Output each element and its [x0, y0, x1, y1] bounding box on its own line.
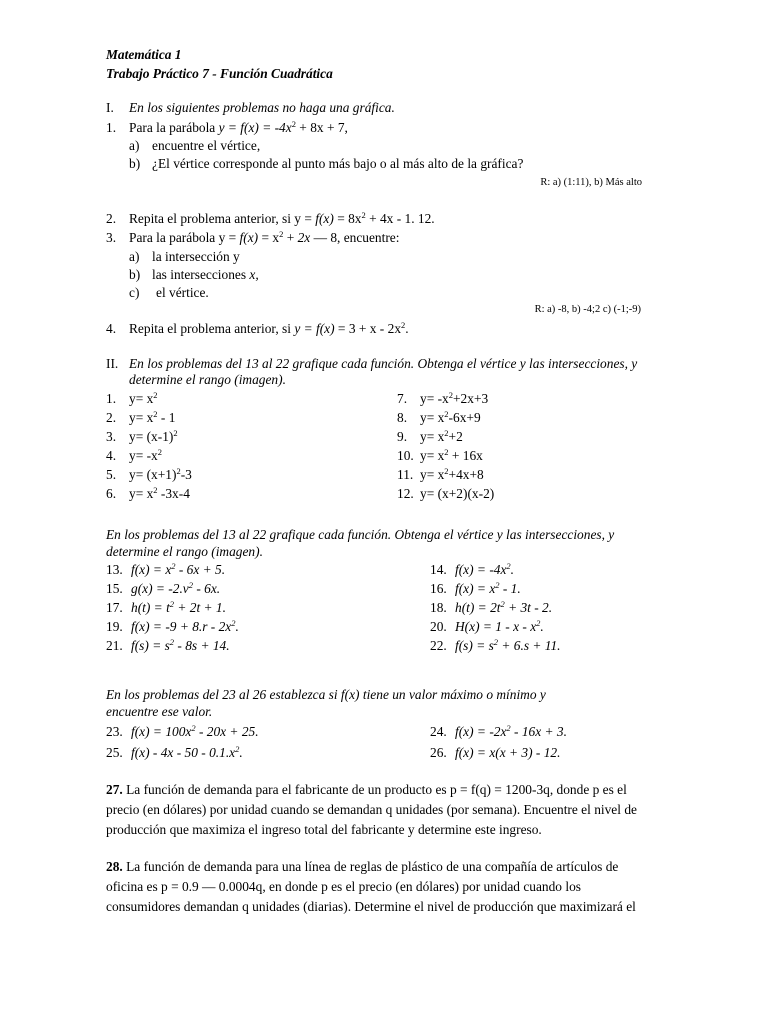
exercise-number: 24. [430, 724, 447, 739]
exercise-expression: $y= -x^2$ [129, 447, 162, 463]
exercise-number: 3. [106, 429, 117, 444]
exercise-number: 8. [397, 410, 408, 425]
section-4-instruction-line-1: En los problemas del 23 al 26 establezca si f(x) tiene un valor máximo o mínimo y [106, 687, 546, 702]
exercise-expression: $f(x) = -2x^2 - 16x + 3$. [455, 723, 567, 739]
doc-title: Matemática 1 [106, 47, 182, 62]
exercise-number: 4. [106, 448, 117, 463]
exercise-number: 26. [430, 745, 447, 760]
exercise-expression: $y= x^2-6x+9$ [420, 409, 481, 425]
exercise-number: 25. [106, 745, 123, 760]
exercise-expression: $y= (x+1)^2-3$ [129, 466, 192, 482]
problem-2-number: 2. [106, 211, 117, 226]
exercise-number: 18. [430, 600, 447, 615]
section-3-instruction-line-2: determine el rango (imagen). [106, 544, 263, 559]
exercise-expression: $y= x^2$ -3x-4 [129, 485, 190, 501]
exercise-expression: $g(x) = -2.v^2 - 6x$. [131, 580, 221, 596]
section-2-instruction-line-1: En los problemas del 13 al 22 grafique cada función. Obtenga el vértice y las intersecciones, y [129, 356, 638, 371]
exercise-expression: $y= x^2 - 1$ [129, 409, 176, 425]
problem-3c-label: c) [129, 285, 140, 300]
problem-3a-label: a) [129, 249, 140, 264]
exercise-number: 1. [106, 391, 117, 406]
exercise-number: 12. [397, 486, 414, 501]
exercise-expression: $h(t) = 2t^2 + 3t - 2$. [455, 599, 553, 615]
exercise-number: 17. [106, 600, 123, 615]
exercise-expression: $f(x) = x^2 - 6x + 5$. [131, 561, 226, 577]
exercise-expression: $f(x) = 100x^2 - 20x + 25$. [131, 723, 259, 739]
exercise-number: 16. [430, 581, 447, 596]
exercise-expression: $y= x^2+2$ [420, 428, 463, 444]
problem-3-text: Para la parábola $y = f(x) = x^2 + 2x$ — 8, encuentre: [129, 229, 400, 245]
exercise-number: 6. [106, 486, 117, 501]
problem-1-number: 1. [106, 120, 117, 135]
problem-27-line-2: precio (en dólares) por unidad cuando se demandan q unidades (por semana). Encuentre el nivel de [106, 802, 637, 817]
exercise-expression: $f(x) = -9 + 8.r - 2x^2$. [131, 618, 239, 634]
exercise-number: 13. [106, 562, 123, 577]
exercise-expression: $y= (x-1)^2$ [129, 428, 178, 444]
exercise-number: 11. [397, 467, 414, 482]
exercise-expression: $f(x) - 4x - 50 - 0.1.x^2$. [131, 744, 243, 760]
answer-3: R: a) -8, b) -4;2 c) (-1;-9) [534, 304, 641, 315]
exercise-number: 15. [106, 581, 123, 596]
exercise-expression: $f(x) = -4x^2$. [455, 561, 515, 577]
exercise-expression: y= (x+2)(x-2) [420, 486, 495, 501]
exercise-number: 19. [106, 619, 123, 634]
exercise-number: 10. [397, 448, 414, 463]
doc-subtitle: Trabajo Práctico 7 - Función Cuadrática [106, 66, 333, 81]
exercise-number: 9. [397, 429, 408, 444]
problem-1-text: Para la parábola $y = f(x) = -4x^2 + 8x + 7$, [129, 119, 348, 135]
exercise-number: 7. [397, 391, 408, 406]
problem-3c-text: el vértice. [156, 285, 209, 300]
section-2-roman: II. [106, 356, 119, 371]
problem-3b-text: las intersecciones x, [152, 267, 259, 282]
problem-1b-label: b) [129, 156, 141, 171]
section-1-roman: I. [106, 100, 114, 115]
exercise-expression: $y= -x^2+2x+3$ [420, 390, 489, 406]
exercise-number: 14. [430, 562, 447, 577]
problem-4-text: Repita el problema anterior, si $y = f(x) = 3 + x - 2x^2$. [129, 320, 409, 336]
exercise-expression: $f(s) = s^2 - 8s + 14$. [131, 637, 230, 653]
exercise-expression: f(x) = x(x + 3) - 12. [455, 745, 561, 760]
exercise-expression: $y= x^2+4x+8$ [420, 466, 484, 482]
exercise-number: 23. [106, 724, 123, 739]
exercise-number: 5. [106, 467, 117, 482]
exercise-number: 22. [430, 638, 447, 653]
exercise-number: 21. [106, 638, 123, 653]
exercise-expression: $y= x^2 + 16x$ [420, 447, 483, 463]
problem-4-number: 4. [106, 321, 117, 336]
problem-27-line-3: producción que maximiza el ingreso total del fabricante y determine este ingreso. [106, 822, 542, 837]
section-2-instruction-line-2: determine el rango (imagen). [129, 372, 286, 387]
problem-3b-label: b) [129, 267, 141, 282]
problem-28-line-1: 28. La función de demanda para una línea de reglas de plástico de una compañía de artículos de [106, 859, 619, 874]
section-1-instruction: En los siguientes problemas no haga una gráfica. [129, 100, 395, 115]
problem-2-text: Repita el problema anterior, si $y = f(x) = 8x^2 + 4x - 1$. 12. [129, 210, 435, 226]
section-4-instruction-line-2: encuentre ese valor. [106, 704, 213, 719]
answer-1: R: a) (1:11), b) Más alto [540, 177, 642, 188]
exercise-expression: $f(x) = x^2 - 1$. [455, 580, 521, 596]
problem-3-number: 3. [106, 230, 117, 245]
problem-28-line-2: oficina es p = 0.9 — 0.0004q, en donde p es el precio (en dólares) por unidad cuando los [106, 879, 581, 894]
exercise-expression: $h(t) = t^2 + 2t + 1$. [131, 599, 226, 615]
exercise-expression: $y= x^2$ [129, 390, 158, 406]
exercise-expression: $f(s) = s^2 + 6.s + 11$. [455, 637, 561, 653]
exercise-expression: $H(x) = 1 - x - x^2$. [455, 618, 544, 634]
section-3-instruction-line-1: En los problemas del 13 al 22 grafique cada función. Obtenga el vértice y las intersecciones, y [106, 527, 615, 542]
exercise-number: 2. [106, 410, 117, 425]
problem-1a-text: encuentre el vértice, [152, 138, 261, 153]
exercise-number: 20. [430, 619, 447, 634]
problem-1a-label: a) [129, 138, 140, 153]
problem-3a-text: la intersección y [152, 249, 240, 264]
problem-28-line-3: consumidores demandan q unidades (diarias). Determine el nivel de producción que maximizará el [106, 899, 636, 914]
problem-1b-text: ¿El vértice corresponde al punto más bajo o al más alto de la gráfica? [152, 156, 524, 171]
problem-27-line-1: 27. La función de demanda para el fabricante de un producto es p = f(q) = 1200-3q, donde p es el [106, 782, 627, 797]
